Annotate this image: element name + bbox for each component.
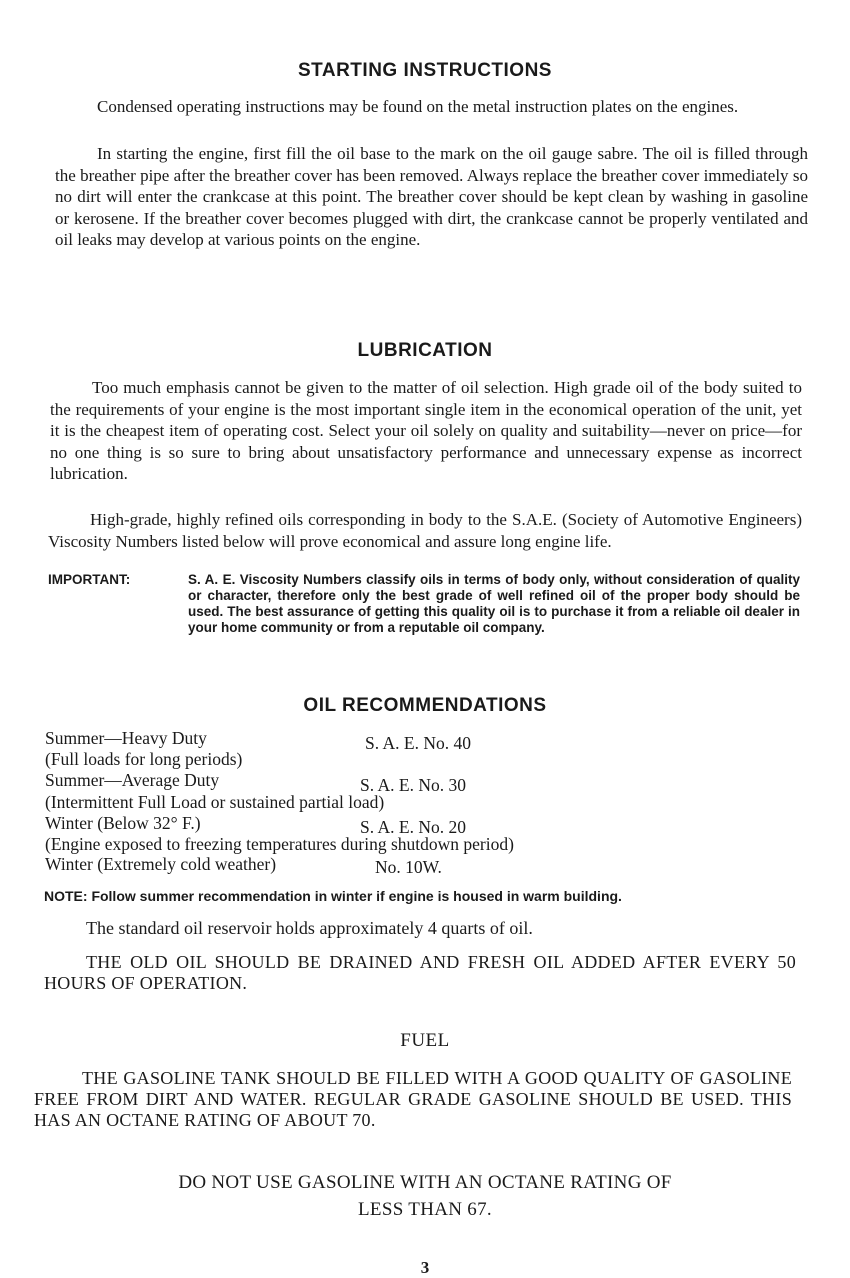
rec-row-value: No. 10W. <box>375 857 442 877</box>
starting-paragraph-1: Condensed operating instructions may be found on the metal instruction plates on the engines. <box>97 97 739 116</box>
rec-row-label: (Intermittent Full Load or sustained partial load) <box>45 792 385 812</box>
rec-row-label: (Engine exposed to freezing temperatures during shutdown period) <box>45 834 514 854</box>
rec-row-label: Summer—Heavy Duty <box>45 728 207 748</box>
oil-recommendations-heading: OIL RECOMMENDATIONS <box>303 695 547 716</box>
oil-note: NOTE: Follow summer recommendation in winter if engine is housed in warm building. <box>44 888 622 904</box>
rec-row-label: Summer—Average Duty <box>45 770 220 790</box>
rec-row-value: S. A. E. No. 20 <box>360 817 466 837</box>
rec-row-value: S. A. E. No. 40 <box>365 733 471 753</box>
octane-warning-line-2: LESS THAN 67. <box>358 1199 492 1220</box>
lubrication-heading: LUBRICATION <box>357 340 493 361</box>
important-text: S. A. E. Viscosity Numbers classify oils in terms of body only, without consideration of quality or character, therefore only the best grade of well refined oil of the proper body should be used. The best assurance of getting this quality oil is to purchase it from a reliable oil dealer in your home community or from a reputable oil company. <box>188 572 800 635</box>
rec-row-value: S. A. E. No. 30 <box>360 775 466 795</box>
reservoir-capacity-text: The standard oil reservoir holds approximately 4 quarts of oil. <box>86 918 533 938</box>
page-number: 3 <box>420 1258 430 1277</box>
fuel-heading: FUEL <box>400 1030 450 1051</box>
starting-paragraph-2: In starting the engine, first fill the oil base to the mark on the oil gauge sabre. The oil is filled through the breather pipe after the breather cover has been removed. Always replace the breather cover immediately so no dirt will enter the crankcase at this point. The breather cover should be kept clean by washing in gasoline or kerosene. If the breather cover becomes plugged with dirt, the crankcase cannot be properly ventilated and oil leaks may develop at various points on the engine. <box>55 144 808 249</box>
rec-row-label: Winter (Below 32° F.) <box>45 813 201 833</box>
important-note <box>48 572 800 668</box>
octane-warning-line-1: DO NOT USE GASOLINE WITH AN OCTANE RATING OF <box>178 1172 672 1193</box>
rec-row-label: (Full loads for long periods) <box>45 749 243 769</box>
starting-instructions-heading: STARTING INSTRUCTIONS <box>298 60 552 81</box>
lubrication-paragraph-2: High-grade, highly refined oils corresponding in body to the S.A.E. (Society of Automotive Engineers) Viscosity Numbers listed below will prove economical and assure long engine life. <box>48 510 802 551</box>
oil-drain-instruction: THE OLD OIL SHOULD BE DRAINED AND FRESH OIL ADDED AFTER EVERY 50 HOURS OF OPERATION. <box>44 952 796 993</box>
important-label: IMPORTANT: <box>48 572 131 587</box>
fuel-paragraph: THE GASOLINE TANK SHOULD BE FILLED WITH A GOOD QUALITY OF GASOLINE FREE FROM DIRT AND WATER. REGULAR GRADE GASOLINE SHOULD BE USED. THIS HAS AN OCTANE RATING OF ABOUT 70. <box>34 1068 792 1130</box>
rec-row-label: Winter (Extremely cold weather) <box>45 854 277 874</box>
lubrication-paragraph-1: Too much emphasis cannot be given to the matter of oil selection. High grade oil of the body suited to the requirements of your engine is the most important single item in the economical operation of the unit, yet it is the cheapest item of operating cost. Select your oil solely on quality and suitability—never on price—for no one thing is so sure to bring about unsatisfactory performance and unnecessary expense as incorrect lubrication. <box>50 378 802 483</box>
